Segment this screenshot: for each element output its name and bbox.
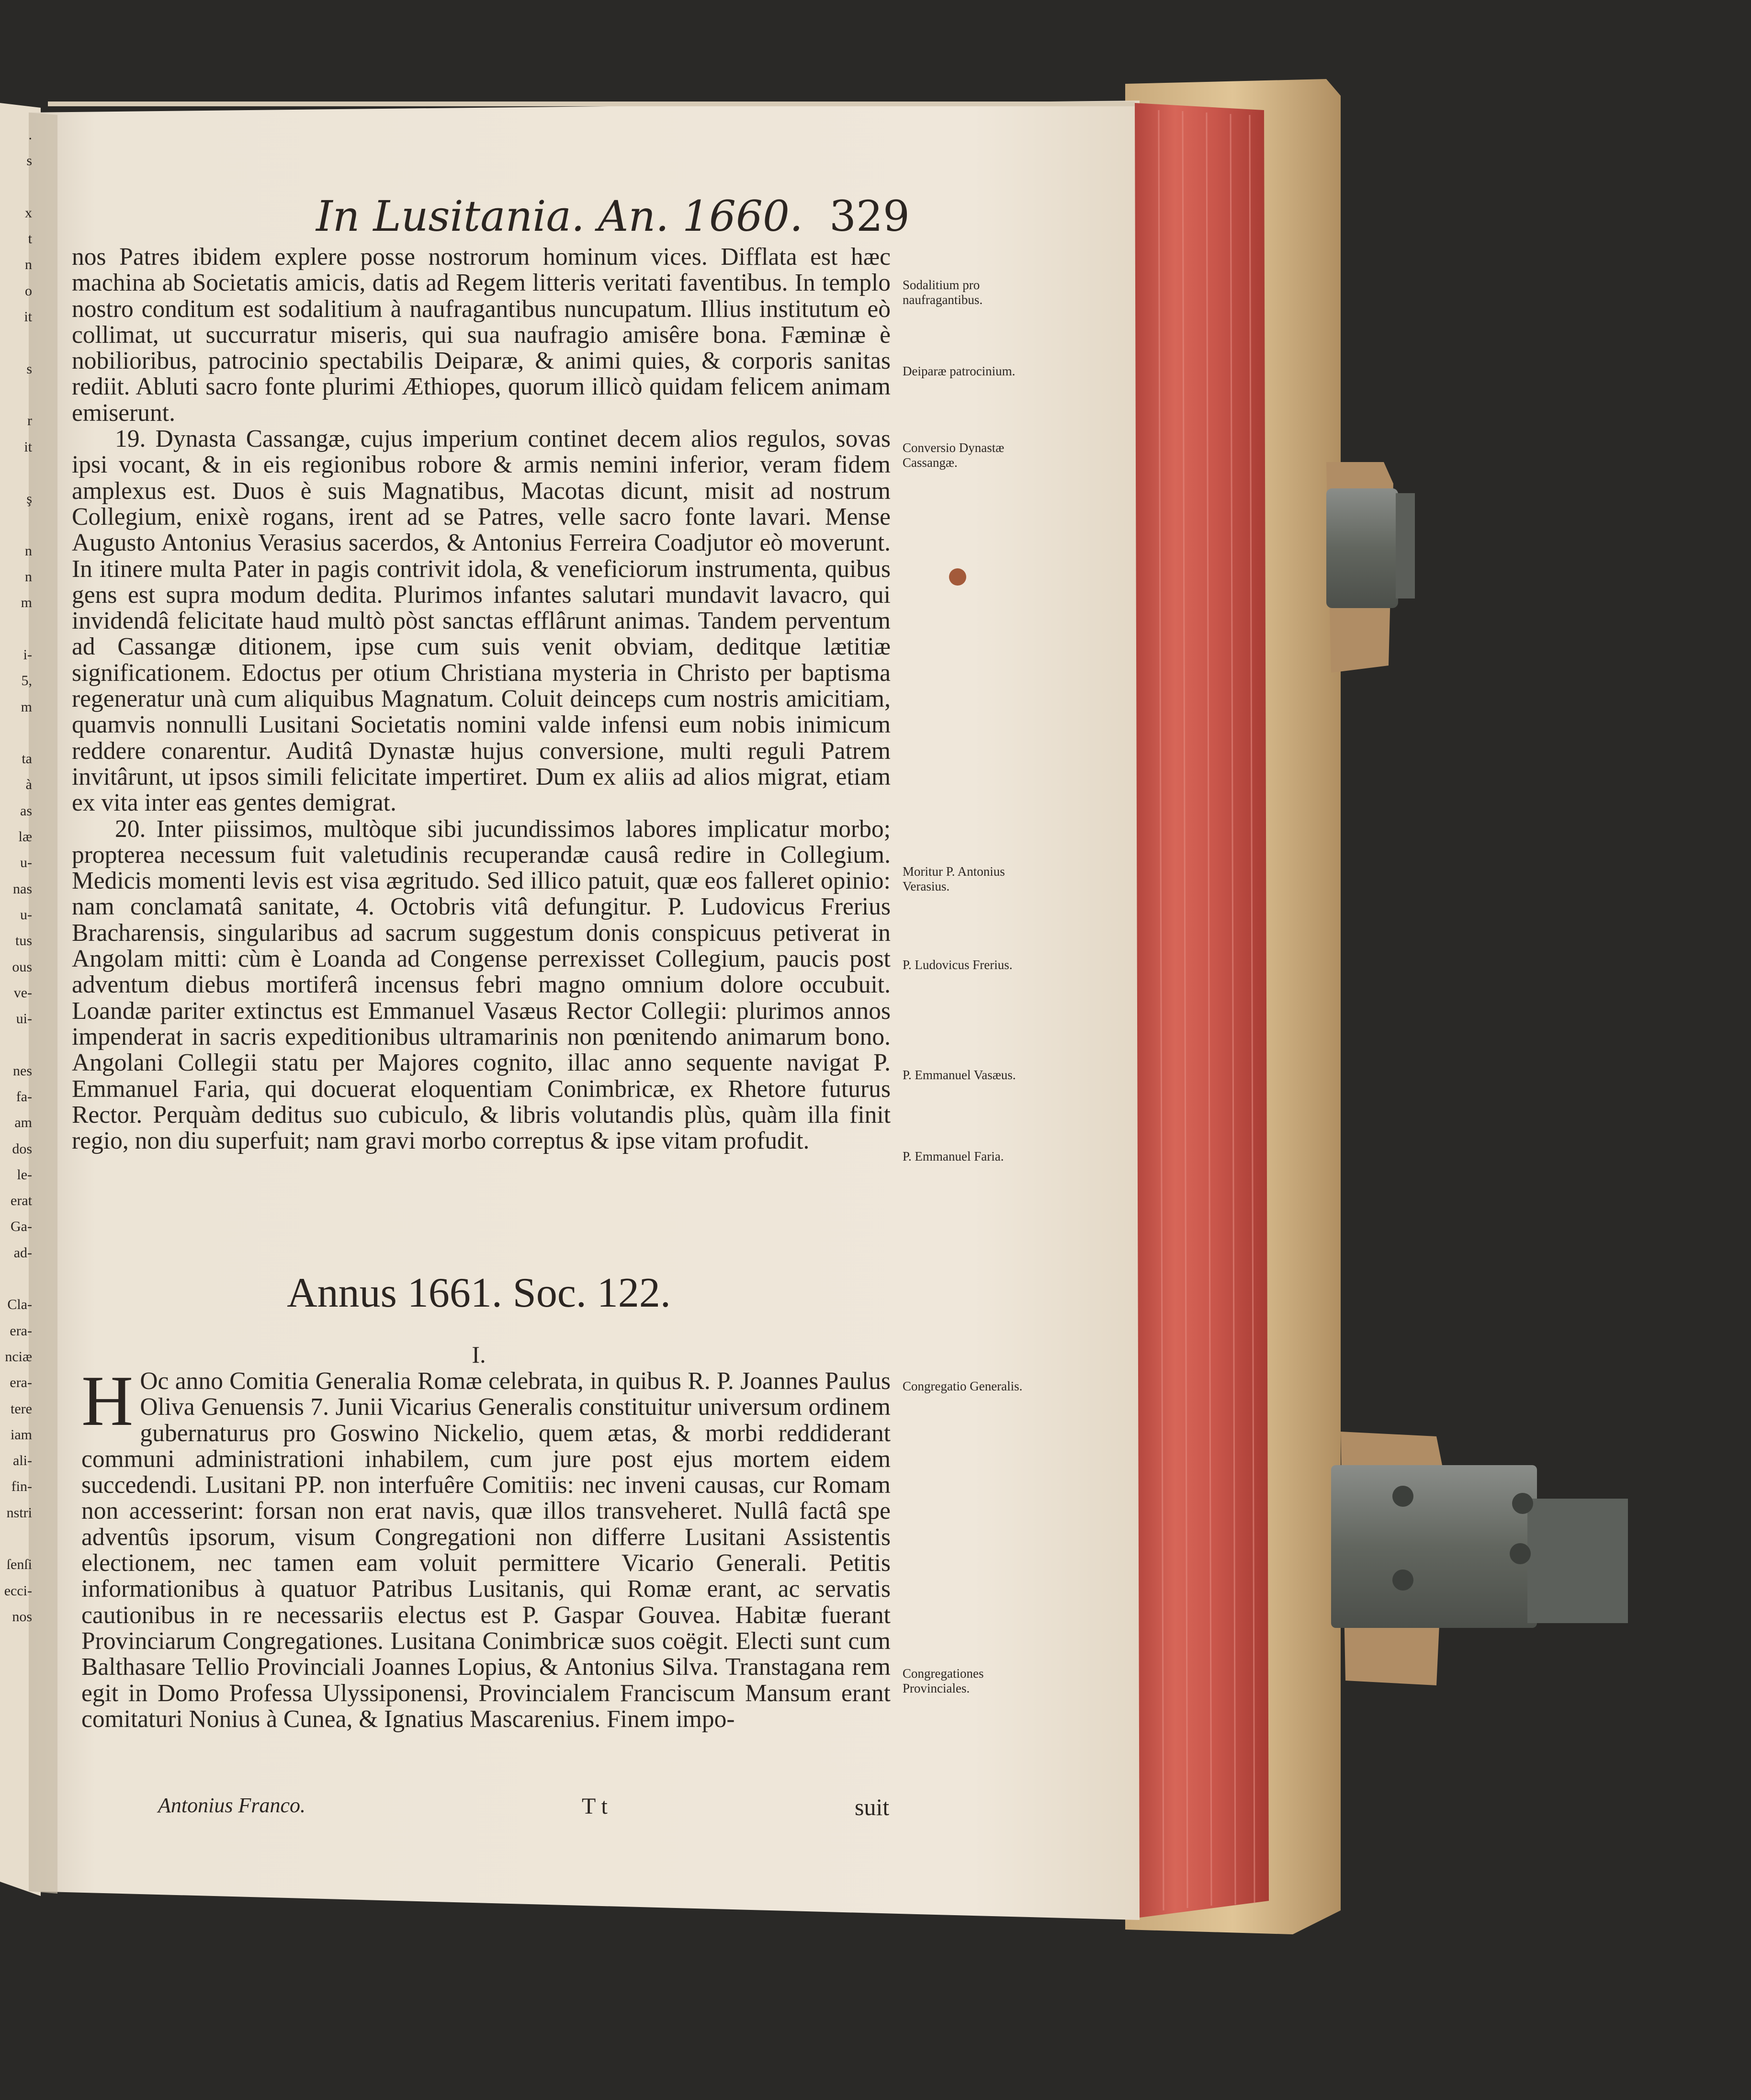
- left-page-fragment: ş: [26, 491, 32, 507]
- drop-cap: H: [81, 1361, 134, 1441]
- left-page-fragment: ſenſi: [6, 1557, 32, 1573]
- left-page-fragment: [0, 512, 36, 538]
- paragraph: 19. Dynasta Cassangæ, cujus imperium continet decem alios regulos, sovas ipsi vocant, & in eis regionibus robore & armis nemini inferior, veram fidem amplexus est. Duos è suis Magnatibus, Macotas dicunt, misit ad nostrum Collegium, enixè rogans, irent ad se Patres, velle sacro fonte lavari. Mense Augusto Antonius Verasius sacerdos, & Antonius Ferreira Coadjutor eò moverunt. In itinere multa Pater in pagis contrivit idola, & veneficiorum instrumenta, quibus gens est supra modum dedita. Plurimos infantes salutari mundavit lavacro, qui invidendâ felicitate haud multò pòst sanctas efflârunt animas. Tandem perventum ad Cassangæ ditionem, ipse cum suis venit obviam, deditque lætitiæ significationem. Edoctus per otium Christiana mysteria in Christo per baptisma regeneratur unà cum aliquibus Magnatum. Coluit deinceps cum nostris amicitiam, quamvis nonnulli Lusitani Societatis nomini valde infensi eum nobis inimicum reddere conarentur. Auditâ Dynastæ hujus conversione, multi reguli Patrem invitârunt, ut ipsos simili felicitate impertiret. Dum ex aliis ad alios migrat, etiam ex vita inter eas gentes demigrat.: [72, 425, 891, 817]
- marginal-note: P. Emmanuel Faria.: [903, 1149, 1004, 1163]
- left-page-fragment: erat: [11, 1193, 32, 1209]
- left-page-fragment: era-: [10, 1322, 32, 1339]
- left-page-fragment: m: [21, 699, 32, 715]
- left-page-fragment: o: [25, 282, 32, 299]
- paragraph: 20. Inter piissimos, multòque sibi jucundissimos labores implicatur morbo; propterea necessum fuit valetudinis recuperandæ causâ redire in Collegium. Medicis momenti levis est visa ægritudo. Sed illico patuit, quæ eos falleret opinio: nam conclamatâ sanitate, 4. Octobris vitâ defungitur. P. Ludovicus Frerius Bracharensis, singularibus ad sacrum suggestum donis conspicuus petiverat in Angolam mitti: cùm è Loanda ad Congense perrexisset Collegium, paucis post adventum diebus mortiferâ incensus febri magno omnium dolore occubuit. Loandæ pariter extinctus est Emmanuel Vasæus Rector Collegii: plurimos annos impenderat in sacris expeditionibus ultramarinis non pœnitendo animarum bono. Angolani Collegii statu per Majores cognito, illac anno sequente navigat P. Emmanuel Faria, qui docuerat eloquentiam Conimbricæ, ex Rhetore futurus Rector. Perquàm deditus suo cubiculo, & libris volutandis plùs, quàm illa finit regio, non diu superfuit; nam gravi morbo correptus & ipse vitam profudit.: [72, 815, 891, 1155]
- marginal-note: Congregationes Provinciales.: [903, 1666, 984, 1695]
- left-page-fragment: Ga-: [11, 1219, 32, 1235]
- running-head-title: In Lusitania. An. 1660.: [316, 192, 803, 241]
- left-page-fragment: nciæ: [5, 1348, 32, 1365]
- marginal-note: Conversio Dynastæ Cassangæ.: [903, 440, 1005, 470]
- main-text-1660: [72, 244, 891, 1154]
- section-heading: Annus 1661. Soc. 122.: [287, 1270, 671, 1316]
- left-page-fragment: nas: [13, 881, 32, 897]
- marginal-note: Congregatio Generalis.: [903, 1379, 1023, 1393]
- marginal-note: Sodalitium pro naufragantibus.: [903, 278, 983, 307]
- left-page-fragment: nstri: [6, 1504, 32, 1521]
- paragraph: nos Patres ibidem explere posse nostrorum hominum vices. Difflata est hæc machina ab Societatis amicis, datis ad Regem litteris veritati faventibus. In templo nostro conditum est sodalitium à naufragantibus nuncupatum. Illius institutum eò collimat, ut succurratur miseris, qui sua naufragio amisêre bona. Fæminæ è nobilioribus, patrocinio spectabilis Deiparæ, & animi quies, & corporis sanitas rediit. Abluti sacro fonte plurimi Æthiopes, quorum illicò quidam felicem animam emiserunt.: [72, 243, 891, 427]
- left-page-fragment: era-: [10, 1375, 32, 1391]
- running-head: [306, 192, 919, 249]
- left-page-fragment: [0, 1526, 36, 1552]
- left-page-fragments: [0, 122, 36, 1886]
- left-page-fragment: s: [26, 361, 32, 377]
- catchword: suit: [855, 1794, 890, 1820]
- left-page-fragment: nos: [12, 1608, 32, 1625]
- left-page-fragment: ali-: [13, 1453, 32, 1469]
- printer-signature: Antonius Franco.: [158, 1794, 305, 1817]
- left-page-fragment: it: [24, 439, 32, 455]
- left-page-fragment: n: [25, 542, 32, 559]
- left-page-fragment: ad-: [13, 1244, 32, 1261]
- left-page-fragment: [0, 174, 36, 200]
- left-page-fragment: [0, 330, 36, 356]
- left-page-fragment: .: [28, 127, 32, 143]
- left-page-fragment: ve-: [13, 984, 32, 1001]
- left-page-fragment: le-: [17, 1166, 32, 1183]
- left-page-fragment: [0, 382, 36, 408]
- left-page-fragment: iam: [11, 1426, 32, 1443]
- left-page-fragment: n: [25, 257, 32, 273]
- marginal-note: P. Ludovicus Frerius.: [903, 958, 1013, 972]
- left-page-fragment: u-: [20, 906, 32, 923]
- paragraph: [81, 1361, 891, 1733]
- page-number: 329: [829, 192, 910, 241]
- left-page-fragment: n: [25, 569, 32, 585]
- left-page-fragment: [0, 1032, 36, 1058]
- left-page-fragment: x: [25, 204, 32, 221]
- left-page-fragment: [0, 460, 36, 486]
- left-page-fragment: i-: [23, 646, 32, 663]
- marginal-note: Deiparæ patrocinium.: [903, 364, 1016, 378]
- left-page-fragment: ous: [12, 959, 32, 975]
- left-page-fragment: nes: [13, 1062, 32, 1079]
- section-number: I.: [472, 1341, 486, 1368]
- left-page-fragment: à: [25, 777, 32, 793]
- left-page-fragment: ui-: [16, 1011, 32, 1027]
- left-page-fragment: ecci-: [4, 1582, 32, 1599]
- left-page-fragment: t: [28, 231, 32, 247]
- left-page-fragment: s: [26, 153, 32, 169]
- left-page-fragment: am: [14, 1115, 32, 1131]
- left-page-fragment: fin-: [11, 1479, 32, 1495]
- left-page-fragment: fa-: [16, 1088, 32, 1105]
- left-page-fragment: as: [20, 802, 32, 819]
- left-page-fragment: [0, 720, 36, 746]
- page-edges: [1135, 103, 1269, 1918]
- left-page-fragment: r: [27, 413, 32, 429]
- left-page-fragment: tere: [11, 1400, 32, 1417]
- left-page-fragment: [0, 616, 36, 642]
- left-page-fragment: Cla-: [7, 1297, 32, 1313]
- left-page-fragment: ta: [22, 751, 32, 767]
- main-text-1661: [81, 1361, 891, 1733]
- paragraph-text: Oc anno Comitia Generalia Romæ celebrata, in quibus R. P. Joannes Paulus Oliva Genuensis 7. Junii Vicarius Generalis constituitur universum ordinem gubernaturus pro Goswino Nickelio, quem ætas, & morbi reddiderant communi administrationi inhabilem, cum jure post ejus mortem eidem succedendi. Lusitani PP. non interfuêre Comitiis: nec inveni causas, cur Romam non accesserint: forsan non erat navis, quæ illos transveheret. Nullâ factâ spe adventûs ipsorum, visum Congregationi non differre Lusitani Assistentis electionem, nec tamen eam voluit permittere Vicario Generali. Petitis informationibus à quatuor Patribus Lusitanis, qui Romæ erant, ac servatis cautionibus in re necessariis electus est P. Gaspar Gouvea. Habitæ fuerant Provinciarum Congregationes. Lusitana Conimbricæ suos coëgit. Electi sunt cum Balthasare Tellio Provinciali Joannes Lopius, & Antonius Silva. Transtagana rem egit in Domo Professa Ulyssiponensi, Provincialem Franciscum Mansum erant comitaturi Nonius à Cunea, & Ignatius Mascarenius. Finem impo-: [81, 1367, 891, 1733]
- marginal-note: P. Emmanuel Vasæus.: [903, 1068, 1016, 1082]
- left-page-fragment: læ: [18, 829, 32, 845]
- left-page-fragment: it: [24, 309, 32, 325]
- ink-blot: [949, 568, 966, 586]
- top-trim: [48, 102, 1135, 106]
- marginal-note: Moritur P. Antonius Verasius.: [903, 864, 1005, 893]
- left-page-fragment: u-: [20, 855, 32, 871]
- signature-mark: T t: [582, 1794, 608, 1819]
- left-page-fragment: dos: [12, 1140, 32, 1157]
- left-page-fragment: [0, 1266, 36, 1292]
- left-page-fragment: 5,: [21, 673, 32, 689]
- left-page-fragment: m: [21, 595, 32, 611]
- left-page-fragment: tus: [15, 933, 32, 949]
